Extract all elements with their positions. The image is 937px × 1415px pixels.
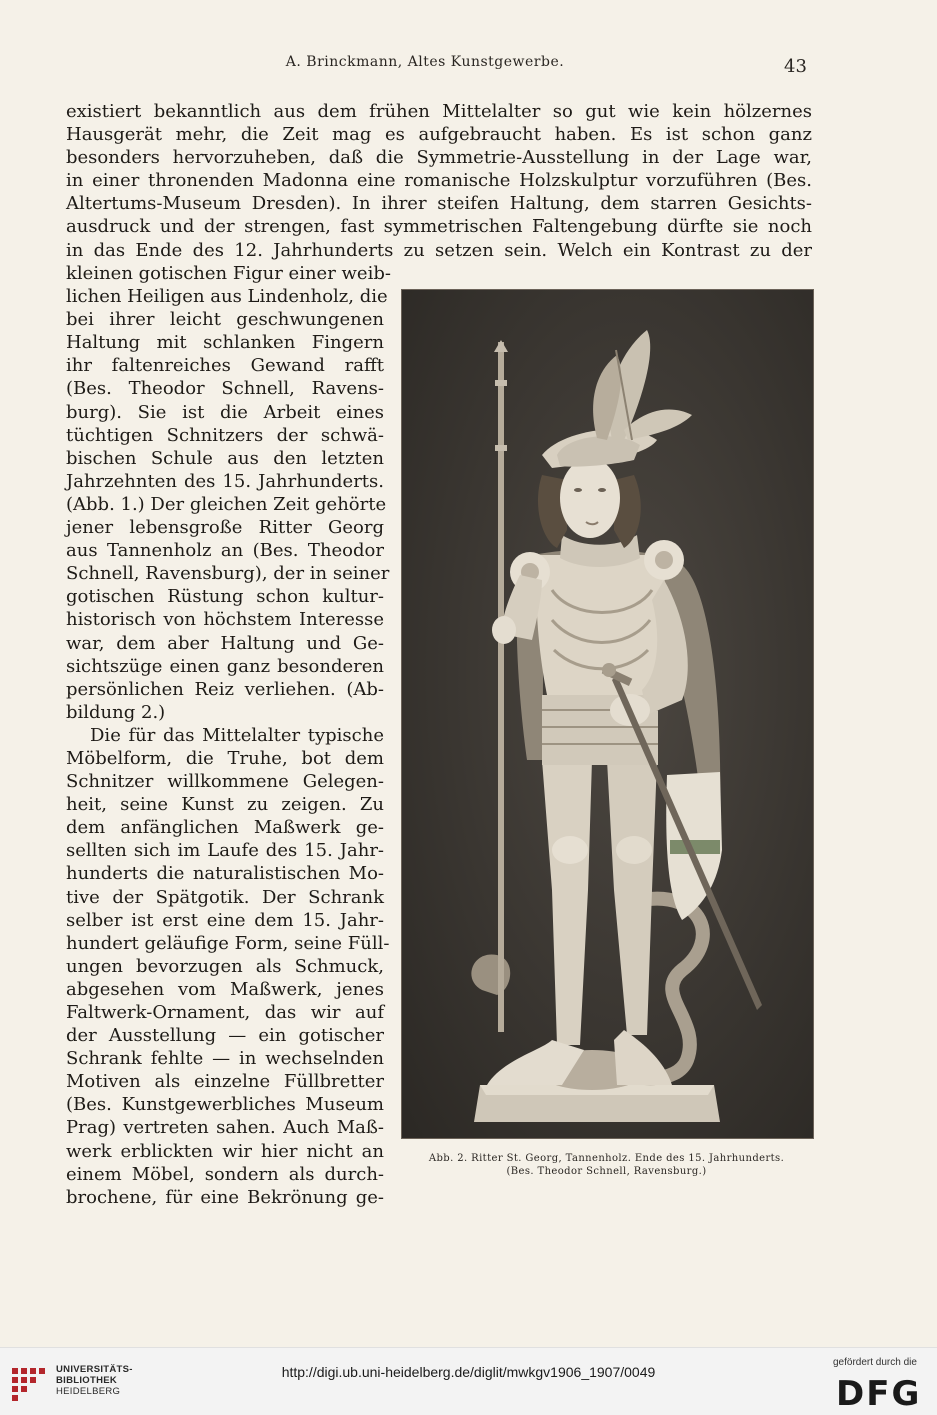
text-line: Altertums-Museum Dresden). In ihrer steifen Haltung, dem starren Gesichts- (66, 193, 812, 215)
text-line: tive der Spätgotik. Der Schrank (66, 886, 384, 908)
text-line: ungen bevorzugen als Schmuck, (66, 955, 384, 977)
text-line: werk erblickten wir hier nicht an (66, 1140, 384, 1162)
digitization-footer (0, 1347, 937, 1415)
running-head: A. Brinckmann, Altes Kunstgewerbe. (285, 54, 565, 70)
text-line: brochene, für eine Bekrönung ge- (66, 1186, 384, 1208)
text-line: Schnell, Ravensburg), der in seiner (66, 563, 390, 585)
text-line: Haltung mit schlanken Fingern (66, 332, 384, 354)
text-line: in einer thronenden Madonna eine romanische Holzskulptur vorzuführen (Bes. (66, 170, 812, 192)
text-line: tüchtigen Schnitzers der schwä- (66, 424, 384, 446)
text-line: sichtszüge einen ganz besonderen (66, 655, 384, 677)
text-line: (Abb. 1.) Der gleichen Zeit gehörte (66, 493, 387, 515)
text-line: besonders hervorzuheben, daß die Symmetrie-Ausstellung in der Lage war, (66, 147, 812, 169)
text-line: war, dem aber Haltung und Ge- (66, 632, 384, 654)
text-line: Jahrzehnten des 15. Jahrhunderts. (66, 470, 384, 492)
permalink-url[interactable]: http://digi.ub.uni-heidelberg.de/diglit/mwkgv1906_1907/0049 (281, 1364, 656, 1380)
body-text-column (66, 262, 391, 1209)
text-line: sellten sich im Laufe des 15. Jahr- (66, 840, 384, 862)
text-line: heit, seine Kunst zu zeigen. Zu (66, 794, 384, 816)
text-line: selber ist erst eine dem 15. Jahr- (66, 909, 384, 931)
text-line: jener lebensgroße Ritter Georg (66, 517, 384, 539)
text-line: bildung 2.) (66, 701, 166, 723)
text-line: Möbelform, die Truhe, bot dem (66, 747, 384, 769)
text-line: Faltwerk-Ornament, das wir auf (66, 1002, 384, 1023)
text-line: abgesehen vom Maßwerk, jenes (66, 978, 384, 1000)
text-line: in das Ende des 12. Jahrhunderts zu setzen sein. Welch ein Kontrast zu der (66, 239, 812, 261)
text-line: (Bes. Kunstgewerbliches Museum (66, 1094, 384, 1116)
text-line: hundert geläufige Form, seine Füll- (66, 932, 390, 954)
text-line: ausdruck und der strengen, fast symmetrischen Faltengebung dürfte sie noch (66, 216, 812, 238)
text-line: bei ihrer leicht geschwungenen (66, 309, 384, 331)
text-line: kleinen gotischen Figur einer weib- (66, 263, 391, 284)
library-name-line: HEIDELBERG (56, 1386, 121, 1397)
library-name-line: UNIVERSITÄTS- (56, 1364, 133, 1375)
text-line: lichen Heiligen aus Lindenholz, die (66, 286, 388, 308)
library-name-line: BIBLIOTHEK (56, 1375, 118, 1386)
text-line: Hausgerät mehr, die Zeit mag es aufgebraucht haben. Es ist schon ganz (66, 124, 812, 146)
text-line: Schnitzer willkommene Gelegen- (66, 771, 384, 793)
text-line: historisch von höchstem Interesse (66, 609, 384, 631)
text-line: bischen Schule aus den letzten (66, 447, 384, 469)
text-line: Die für das Mittelalter typische (90, 724, 384, 746)
text-line: existiert bekanntlich aus dem frühen Mittelalter so gut wie kein hölzernes (66, 101, 812, 122)
dfg-logo-icon (834, 1372, 926, 1410)
text-line: hunderts die naturalistischen Mo- (66, 863, 384, 885)
text-line: persönlichen Reiz verliehen. (Ab- (66, 678, 384, 700)
text-line: Prag) vertreten sahen. Auch Maß- (66, 1117, 384, 1139)
text-line: ihr faltenreiches Gewand rafft (66, 355, 384, 377)
caption-line: (Bes. Theodor Schnell, Ravensburg.) (506, 1166, 707, 1177)
funded-by-label: gefördert durch die (833, 1357, 917, 1368)
text-line: burg). Sie ist die Arbeit eines (66, 401, 384, 423)
text-line: Motiven als einzelne Füllbretter (66, 1071, 384, 1093)
text-line: dem anfänglichen Maßwerk ge- (66, 817, 384, 839)
text-line: (Bes. Theodor Schnell, Ravens- (66, 378, 384, 400)
body-text-full-width (66, 100, 812, 262)
text-line: der Ausstellung — ein gotischer (66, 1025, 384, 1047)
dfg-logo-text: DFG (836, 1374, 922, 1410)
caption-line: Abb. 2. Ritter St. Georg, Tannenholz. Ende des 15. Jahrhunderts. (428, 1153, 785, 1164)
text-line: Schrank fehlte — in wechselnden (66, 1048, 384, 1070)
text-line: aus Tannenholz an (Bes. Theodor (66, 540, 384, 562)
figure-caption (401, 1152, 812, 1178)
text-line: einem Möbel, sondern als durch- (66, 1163, 384, 1185)
knight-statue-photo (401, 289, 814, 1139)
page-number: 43 (784, 56, 807, 77)
knight-statue-illustration (402, 290, 813, 1138)
text-line: gotischen Rüstung schon kultur- (66, 586, 384, 608)
